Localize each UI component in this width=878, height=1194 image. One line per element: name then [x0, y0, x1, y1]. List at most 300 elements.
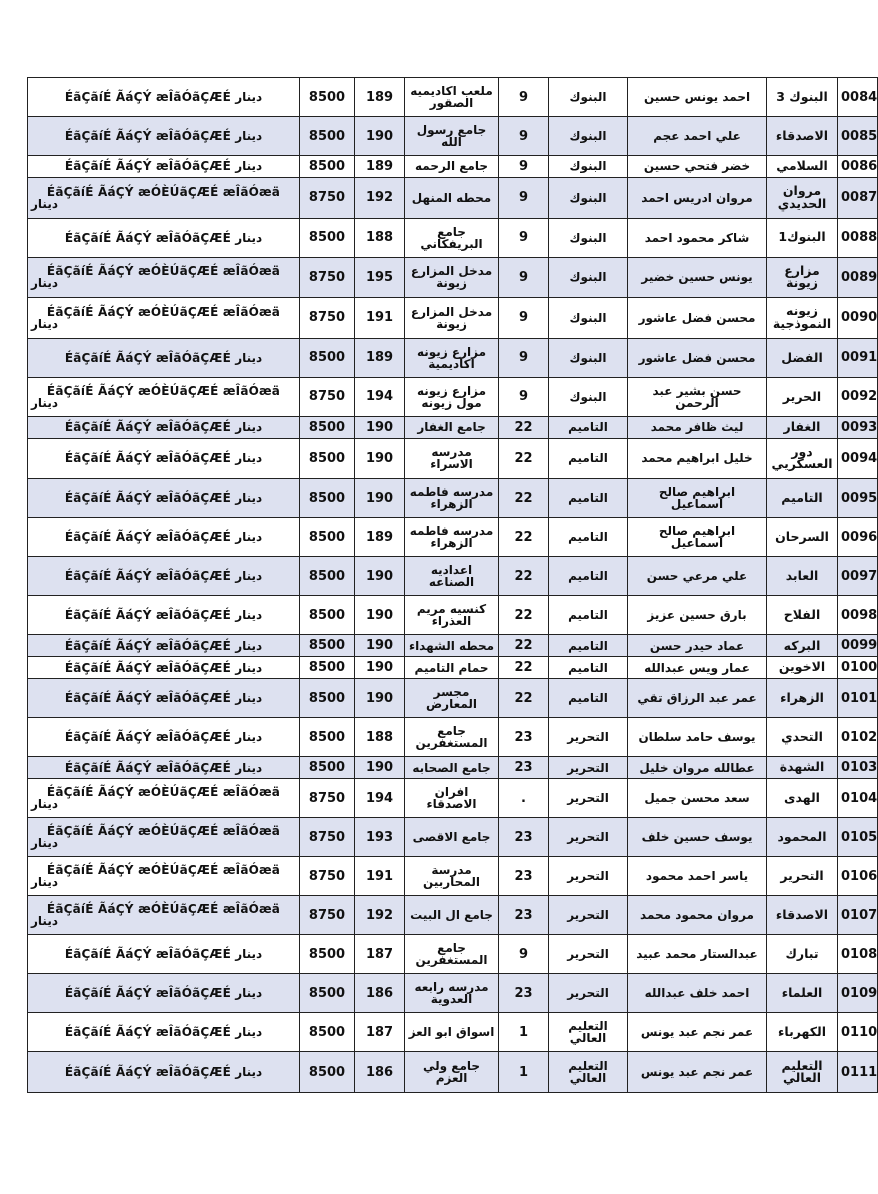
person-name-cell: علي احمد عجم: [628, 117, 767, 156]
currency-label: دينار: [31, 875, 58, 890]
amount-cell: 8500: [300, 974, 355, 1013]
district-cell: 22: [499, 438, 549, 479]
district-cell: .: [499, 779, 549, 818]
record-id-cell: 0094: [838, 438, 878, 479]
amount-cell: 8500: [300, 935, 355, 974]
number-cell: 190: [355, 557, 405, 596]
person-name-cell: خضر فتحي حسين: [628, 156, 767, 178]
number-cell: 186: [355, 1052, 405, 1093]
district-cell: 9: [499, 338, 549, 377]
garbled-amount-text: ÉãÇãíÉ ÃáÇÝ æÓÈÚãÇÆÉ æÎãÓæä: [46, 383, 281, 398]
table-row: [28, 117, 878, 156]
currency-label: دينار: [235, 569, 263, 584]
number-cell: 189: [355, 518, 405, 557]
location-cell: مدرسه فاطمه الزهراء: [405, 479, 499, 518]
department-cell: التاميم: [549, 657, 628, 679]
garbled-amount-text: ÉãÇãíÉ ÃáÇÝ æÎãÓãÇÆÉ: [64, 159, 232, 174]
record-id-cell: 0093: [838, 416, 878, 438]
area-cell: البنوك1: [767, 218, 838, 257]
area-cell: التاميم: [767, 479, 838, 518]
number-cell: 190: [355, 479, 405, 518]
currency-label: دينار: [235, 491, 263, 506]
record-id-cell: 0095: [838, 479, 878, 518]
number-cell: 191: [355, 298, 405, 339]
currency-label: دينار: [235, 420, 263, 435]
district-cell: 22: [499, 479, 549, 518]
department-cell: التاميم: [549, 438, 628, 479]
area-cell: الحرير: [767, 377, 838, 416]
currency-label: دينار: [235, 129, 263, 144]
district-cell: 9: [499, 935, 549, 974]
currency-status-cell: [28, 935, 300, 974]
record-id-cell: 0108: [838, 935, 878, 974]
table-row: [28, 779, 878, 818]
location-cell: افران الاصدقاء: [405, 779, 499, 818]
area-cell: الاصدقاء: [767, 896, 838, 935]
currency-status-cell: [28, 896, 300, 935]
number-cell: 188: [355, 218, 405, 257]
amount-cell: 8750: [300, 377, 355, 416]
amount-cell: 8500: [300, 518, 355, 557]
area-cell: العلماء: [767, 974, 838, 1013]
record-id-cell: 0091: [838, 338, 878, 377]
area-cell: الفضل: [767, 338, 838, 377]
department-cell: التاميم: [549, 518, 628, 557]
amount-cell: 8750: [300, 896, 355, 935]
location-cell: مزارع زيونه اكاديمية: [405, 338, 499, 377]
currency-status-cell: [28, 557, 300, 596]
record-id-cell: 0085: [838, 117, 878, 156]
person-name-cell: محسن فضل عاشور: [628, 338, 767, 377]
person-name-cell: عبدالستار محمد عبيد: [628, 935, 767, 974]
record-id-cell: 0088: [838, 218, 878, 257]
district-cell: 22: [499, 635, 549, 657]
amount-cell: 8500: [300, 718, 355, 757]
currency-label: دينار: [235, 1065, 263, 1080]
location-cell: مجسر المعارض: [405, 679, 499, 718]
garbled-amount-text: ÉãÇãíÉ ÃáÇÝ æÎãÓãÇÆÉ: [64, 491, 232, 506]
table-row: [28, 896, 878, 935]
department-cell: التحرير: [549, 718, 628, 757]
amount-cell: 8500: [300, 635, 355, 657]
number-cell: 189: [355, 156, 405, 178]
garbled-amount-text: ÉãÇãíÉ ÃáÇÝ æÎãÓãÇÆÉ: [64, 1065, 232, 1080]
currency-label: دينار: [31, 395, 58, 410]
record-id-cell: 0101: [838, 679, 878, 718]
currency-status-cell: [28, 117, 300, 156]
number-cell: 187: [355, 935, 405, 974]
person-name-cell: عمر نجم عبد يونس: [628, 1013, 767, 1052]
department-cell: البنوك: [549, 78, 628, 117]
location-cell: جامع ال البيت: [405, 896, 499, 935]
person-name-cell: عطالله مروان خليل: [628, 757, 767, 779]
department-cell: البنوك: [549, 177, 628, 218]
record-id-cell: 0098: [838, 596, 878, 635]
table-row: [28, 1013, 878, 1052]
area-cell: تبارك: [767, 935, 838, 974]
garbled-amount-text: ÉãÇãíÉ ÃáÇÝ æÎãÓãÇÆÉ: [64, 660, 232, 675]
number-cell: 190: [355, 117, 405, 156]
currency-status-cell: [28, 78, 300, 117]
amount-cell: 8500: [300, 479, 355, 518]
location-cell: مزارع زيونه مول زيونه: [405, 377, 499, 416]
area-cell: الهدى: [767, 779, 838, 818]
amount-cell: 8500: [300, 416, 355, 438]
currency-status-cell: [28, 338, 300, 377]
amount-cell: 8500: [300, 117, 355, 156]
currency-status-cell: [28, 1052, 300, 1093]
table-row: [28, 974, 878, 1013]
table-row: [28, 657, 878, 679]
department-cell: البنوك: [549, 377, 628, 416]
currency-label: دينار: [31, 836, 58, 851]
location-cell: جامع ولي العزم: [405, 1052, 499, 1093]
person-name-cell: عمار ويس عبدالله: [628, 657, 767, 679]
table-row: [28, 679, 878, 718]
garbled-amount-text: ÉãÇãíÉ ÃáÇÝ æÎãÓãÇÆÉ: [64, 129, 232, 144]
location-cell: مدخل المزارع زيونة: [405, 257, 499, 298]
area-cell: البركه: [767, 635, 838, 657]
person-name-cell: علي مرعي حسن: [628, 557, 767, 596]
table-row: [28, 298, 878, 339]
person-name-cell: عماد حيدر حسن: [628, 635, 767, 657]
currency-label: دينار: [235, 451, 263, 466]
record-id-cell: 0103: [838, 757, 878, 779]
area-cell: الغفار: [767, 416, 838, 438]
table-row: [28, 78, 878, 117]
department-cell: التحرير: [549, 896, 628, 935]
currency-label: دينار: [235, 760, 263, 775]
garbled-amount-text: ÉãÇãíÉ ÃáÇÝ æÓÈÚãÇÆÉ æÎãÓæä: [46, 184, 281, 199]
district-cell: 9: [499, 156, 549, 178]
currency-label: دينار: [235, 608, 263, 623]
record-id-cell: 0092: [838, 377, 878, 416]
department-cell: البنوك: [549, 257, 628, 298]
location-cell: جامع المستغفرين: [405, 935, 499, 974]
area-cell: السلامي: [767, 156, 838, 178]
number-cell: 194: [355, 779, 405, 818]
district-cell: 22: [499, 596, 549, 635]
area-cell: مزارع زيونة: [767, 257, 838, 298]
person-name-cell: ليث ظافر محمد: [628, 416, 767, 438]
location-cell: كنسيه مريم العذراء: [405, 596, 499, 635]
garbled-amount-text: ÉãÇãíÉ ÃáÇÝ æÎãÓãÇÆÉ: [64, 420, 232, 435]
amount-cell: 8500: [300, 757, 355, 779]
table-row: [28, 479, 878, 518]
table-row: [28, 438, 878, 479]
table-row: [28, 518, 878, 557]
garbled-amount-text: ÉãÇãíÉ ÃáÇÝ æÎãÓãÇÆÉ: [64, 638, 232, 653]
record-id-cell: 0107: [838, 896, 878, 935]
record-id-cell: 0106: [838, 857, 878, 896]
record-id-cell: 0084: [838, 78, 878, 117]
garbled-amount-text: ÉãÇãíÉ ÃáÇÝ æÓÈÚãÇÆÉ æÎãÓæä: [46, 902, 281, 917]
area-cell: الشهدة: [767, 757, 838, 779]
location-cell: ملعب اكاديميه الصقور: [405, 78, 499, 117]
currency-label: دينار: [31, 797, 58, 812]
currency-status-cell: [28, 377, 300, 416]
table-row: [28, 596, 878, 635]
amount-cell: 8500: [300, 557, 355, 596]
number-cell: 192: [355, 896, 405, 935]
table-row: [28, 156, 878, 178]
record-id-cell: 0087: [838, 177, 878, 218]
garbled-amount-text: ÉãÇãíÉ ÃáÇÝ æÎãÓãÇÆÉ: [64, 569, 232, 584]
currency-label: دينار: [31, 276, 58, 291]
garbled-amount-text: ÉãÇãíÉ ÃáÇÝ æÎãÓãÇÆÉ: [64, 1025, 232, 1040]
district-cell: 1: [499, 1052, 549, 1093]
department-cell: التاميم: [549, 557, 628, 596]
location-cell: جامع البريفكاني: [405, 218, 499, 257]
number-cell: 191: [355, 857, 405, 896]
amount-cell: 8500: [300, 596, 355, 635]
record-id-cell: 0102: [838, 718, 878, 757]
table-row: [28, 377, 878, 416]
currency-status-cell: [28, 518, 300, 557]
amount-cell: 8500: [300, 657, 355, 679]
person-name-cell: خليل ابراهيم محمد: [628, 438, 767, 479]
person-name-cell: ياسر احمد محمود: [628, 857, 767, 896]
number-cell: 189: [355, 78, 405, 117]
number-cell: 190: [355, 657, 405, 679]
district-cell: 9: [499, 78, 549, 117]
district-cell: 9: [499, 377, 549, 416]
amount-cell: 8750: [300, 818, 355, 857]
garbled-amount-text: ÉãÇãíÉ ÃáÇÝ æÓÈÚãÇÆÉ æÎãÓæä: [46, 304, 281, 319]
currency-label: دينار: [31, 914, 58, 929]
garbled-amount-text: ÉãÇãíÉ ÃáÇÝ æÎãÓãÇÆÉ: [64, 760, 232, 775]
department-cell: التعليم العالي: [549, 1013, 628, 1052]
table-row: [28, 635, 878, 657]
area-cell: زيونه النموذجية: [767, 298, 838, 339]
person-name-cell: احمد يونس حسين: [628, 78, 767, 117]
person-name-cell: مروان ادريس احمد: [628, 177, 767, 218]
department-cell: التحرير: [549, 779, 628, 818]
table-row: [28, 1052, 878, 1093]
location-cell: جامع الصحابه: [405, 757, 499, 779]
number-cell: 190: [355, 635, 405, 657]
currency-label: دينار: [235, 1025, 263, 1040]
district-cell: 22: [499, 416, 549, 438]
location-cell: اعداديه الصناعه: [405, 557, 499, 596]
record-id-cell: 0096: [838, 518, 878, 557]
district-cell: 23: [499, 718, 549, 757]
currency-status-cell: [28, 974, 300, 1013]
district-cell: 1: [499, 1013, 549, 1052]
location-cell: اسواق ابو العز: [405, 1013, 499, 1052]
district-cell: 23: [499, 818, 549, 857]
department-cell: التحرير: [549, 757, 628, 779]
garbled-amount-text: ÉãÇãíÉ ÃáÇÝ æÎãÓãÇÆÉ: [64, 90, 232, 105]
table-row: [28, 757, 878, 779]
district-cell: 23: [499, 857, 549, 896]
garbled-amount-text: ÉãÇãíÉ ÃáÇÝ æÓÈÚãÇÆÉ æÎãÓæä: [46, 824, 281, 839]
area-cell: الاخوين: [767, 657, 838, 679]
location-cell: حمام التاميم: [405, 657, 499, 679]
currency-status-cell: [28, 177, 300, 218]
table-row: [28, 557, 878, 596]
record-id-cell: 0099: [838, 635, 878, 657]
location-cell: جامع رسول الله: [405, 117, 499, 156]
department-cell: التاميم: [549, 596, 628, 635]
garbled-amount-text: ÉãÇãíÉ ÃáÇÝ æÎãÓãÇÆÉ: [64, 608, 232, 623]
garbled-amount-text: ÉãÇãíÉ ÃáÇÝ æÓÈÚãÇÆÉ æÎãÓæä: [46, 264, 281, 279]
district-cell: 9: [499, 257, 549, 298]
department-cell: التاميم: [549, 416, 628, 438]
amount-cell: 8500: [300, 1013, 355, 1052]
location-cell: مدرسه فاطمه الزهراء: [405, 518, 499, 557]
currency-status-cell: [28, 218, 300, 257]
amount-cell: 8750: [300, 257, 355, 298]
amount-cell: 8500: [300, 679, 355, 718]
area-cell: دور العسكريي: [767, 438, 838, 479]
currency-status-cell: [28, 257, 300, 298]
currency-label: دينار: [235, 350, 263, 365]
area-cell: الاصدقاء: [767, 117, 838, 156]
currency-status-cell: [28, 1013, 300, 1052]
amount-cell: 8500: [300, 78, 355, 117]
number-cell: 186: [355, 974, 405, 1013]
person-name-cell: ابراهيم صالح اسماعيل: [628, 518, 767, 557]
area-cell: التحدي: [767, 718, 838, 757]
table-row: [28, 935, 878, 974]
currency-status-cell: [28, 298, 300, 339]
number-cell: 190: [355, 438, 405, 479]
records-table: [27, 77, 878, 1093]
currency-label: دينار: [235, 947, 263, 962]
department-cell: البنوك: [549, 117, 628, 156]
garbled-amount-text: ÉãÇãíÉ ÃáÇÝ æÎãÓãÇÆÉ: [64, 986, 232, 1001]
department-cell: البنوك: [549, 298, 628, 339]
amount-cell: 8750: [300, 298, 355, 339]
record-id-cell: 0104: [838, 779, 878, 818]
currency-status-cell: [28, 657, 300, 679]
location-cell: مدرسة المحاربين: [405, 857, 499, 896]
person-name-cell: بارق حسين عزيز: [628, 596, 767, 635]
table-row: [28, 338, 878, 377]
currency-label: دينار: [235, 638, 263, 653]
table-body: [28, 78, 878, 1093]
garbled-amount-text: ÉãÇãíÉ ÃáÇÝ æÎãÓãÇÆÉ: [64, 947, 232, 962]
person-name-cell: سعد محسن جميل: [628, 779, 767, 818]
currency-status-cell: [28, 818, 300, 857]
district-cell: 23: [499, 974, 549, 1013]
department-cell: التاميم: [549, 679, 628, 718]
table-row: [28, 857, 878, 896]
table-row: [28, 257, 878, 298]
record-id-cell: 0100: [838, 657, 878, 679]
location-cell: مدرسه الاسراء: [405, 438, 499, 479]
area-cell: التعليم العالي: [767, 1052, 838, 1093]
amount-cell: 8500: [300, 1052, 355, 1093]
garbled-amount-text: ÉãÇãíÉ ÃáÇÝ æÎãÓãÇÆÉ: [64, 350, 232, 365]
district-cell: 9: [499, 298, 549, 339]
currency-status-cell: [28, 416, 300, 438]
area-cell: التحرير: [767, 857, 838, 896]
garbled-amount-text: ÉãÇãíÉ ÃáÇÝ æÎãÓãÇÆÉ: [64, 530, 232, 545]
currency-label: دينار: [235, 730, 263, 745]
location-cell: جامع المستغفرين: [405, 718, 499, 757]
district-cell: 9: [499, 218, 549, 257]
currency-label: دينار: [235, 90, 263, 105]
location-cell: محطه المنهل: [405, 177, 499, 218]
currency-status-cell: [28, 757, 300, 779]
area-cell: الكهرباء: [767, 1013, 838, 1052]
garbled-amount-text: ÉãÇãíÉ ÃáÇÝ æÎãÓãÇÆÉ: [64, 691, 232, 706]
currency-label: دينار: [31, 196, 58, 211]
currency-status-cell: [28, 718, 300, 757]
number-cell: 190: [355, 757, 405, 779]
record-id-cell: 0105: [838, 818, 878, 857]
currency-label: دينار: [235, 530, 263, 545]
department-cell: التاميم: [549, 635, 628, 657]
record-id-cell: 0090: [838, 298, 878, 339]
garbled-amount-text: ÉãÇãíÉ ÃáÇÝ æÎãÓãÇÆÉ: [64, 451, 232, 466]
currency-status-cell: [28, 156, 300, 178]
currency-status-cell: [28, 779, 300, 818]
person-name-cell: احمد خلف عبدالله: [628, 974, 767, 1013]
area-cell: السرحان: [767, 518, 838, 557]
table-row: [28, 718, 878, 757]
record-id-cell: 0097: [838, 557, 878, 596]
number-cell: 189: [355, 338, 405, 377]
amount-cell: 8500: [300, 338, 355, 377]
garbled-amount-text: ÉãÇãíÉ ÃáÇÝ æÓÈÚãÇÆÉ æÎãÓæä: [46, 785, 281, 800]
location-cell: مدرسه رابعه العدوية: [405, 974, 499, 1013]
department-cell: التحرير: [549, 974, 628, 1013]
person-name-cell: عمر نجم عبد يونس: [628, 1052, 767, 1093]
district-cell: 22: [499, 679, 549, 718]
currency-label: دينار: [235, 660, 263, 675]
person-name-cell: يوسف حامد سلطان: [628, 718, 767, 757]
area-cell: الفلاح: [767, 596, 838, 635]
department-cell: التحرير: [549, 857, 628, 896]
location-cell: جامع الرحمه: [405, 156, 499, 178]
amount-cell: 8750: [300, 177, 355, 218]
record-id-cell: 0109: [838, 974, 878, 1013]
garbled-amount-text: ÉãÇãíÉ ÃáÇÝ æÎãÓãÇÆÉ: [64, 230, 232, 245]
number-cell: 190: [355, 596, 405, 635]
department-cell: البنوك: [549, 156, 628, 178]
currency-status-cell: [28, 635, 300, 657]
number-cell: 195: [355, 257, 405, 298]
record-id-cell: 0086: [838, 156, 878, 178]
currency-label: دينار: [235, 691, 263, 706]
location-cell: جامع الغفار: [405, 416, 499, 438]
number-cell: 188: [355, 718, 405, 757]
currency-status-cell: [28, 479, 300, 518]
area-cell: الزهراء: [767, 679, 838, 718]
department-cell: البنوك: [549, 218, 628, 257]
number-cell: 187: [355, 1013, 405, 1052]
currency-status-cell: [28, 857, 300, 896]
number-cell: 194: [355, 377, 405, 416]
record-id-cell: 0111: [838, 1052, 878, 1093]
number-cell: 193: [355, 818, 405, 857]
record-id-cell: 0089: [838, 257, 878, 298]
currency-status-cell: [28, 596, 300, 635]
area-cell: العابد: [767, 557, 838, 596]
area-cell: البنوك 3: [767, 78, 838, 117]
amount-cell: 8500: [300, 156, 355, 178]
area-cell: المحمود: [767, 818, 838, 857]
currency-label: دينار: [235, 159, 263, 174]
department-cell: التحرير: [549, 935, 628, 974]
location-cell: محطه الشهداء: [405, 635, 499, 657]
table-row: [28, 416, 878, 438]
department-cell: البنوك: [549, 338, 628, 377]
district-cell: 22: [499, 557, 549, 596]
